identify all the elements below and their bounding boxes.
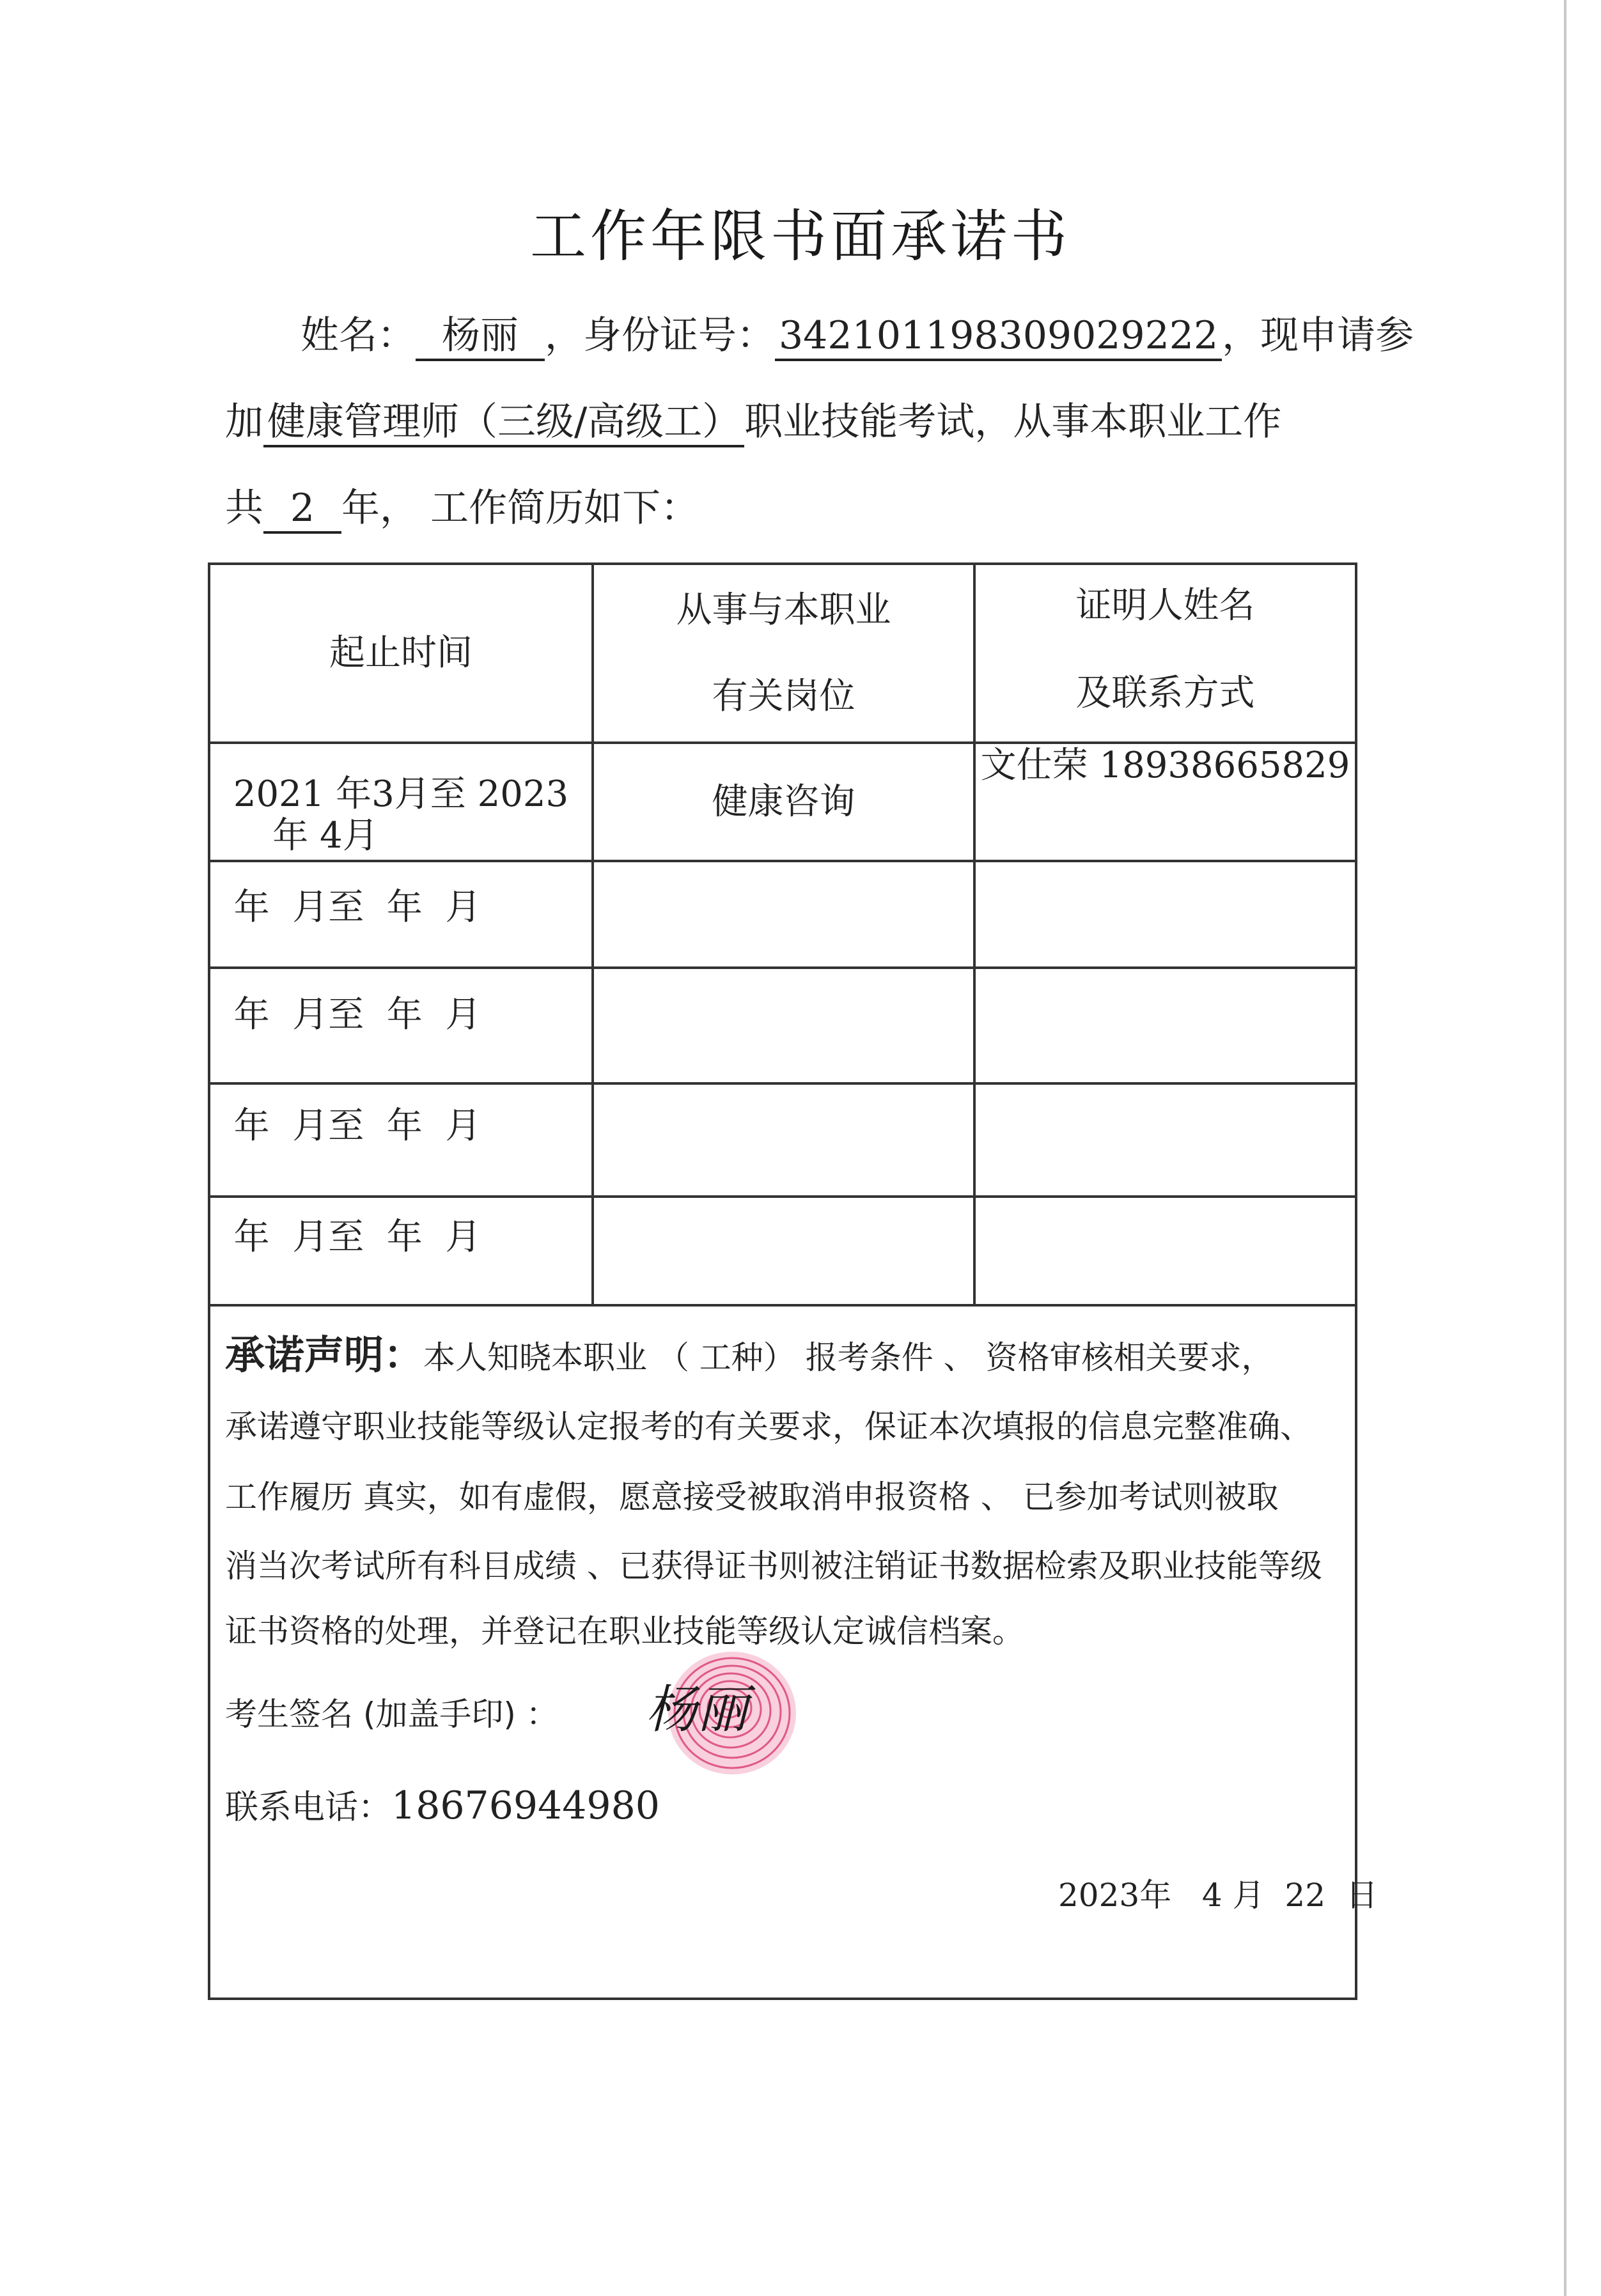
row4-period: 年 月至 年 月 bbox=[233, 1105, 481, 1147]
header-period: 起止时间 bbox=[329, 632, 472, 674]
phone-label: 联系电话： bbox=[225, 1788, 392, 1827]
table-rule bbox=[208, 1082, 1357, 1085]
table-rule bbox=[208, 1195, 1357, 1198]
intro-line-2 bbox=[225, 396, 1281, 447]
header-position-line1: 从事与本职业 bbox=[676, 589, 891, 631]
apply-prefix: 加 bbox=[225, 399, 263, 444]
declaration-line-3: 工作履历 真实，如有虚假，愿意接受被取消申报资格 、 已参加考试则被取 bbox=[225, 1478, 1279, 1516]
signature-label: 考生签名 (加盖手印) ： bbox=[225, 1696, 558, 1733]
table-border-right bbox=[1355, 562, 1357, 2000]
declaration-line-2: 承诺遵守职业技能等级认定报考的有关要求，保证本次填报的信息完整准确、 bbox=[225, 1408, 1312, 1445]
declaration-line-4: 消当次考试所有科目成绩 、已获得证书则被注销证书数据检索及职业技能等级 bbox=[225, 1547, 1322, 1585]
declaration-line-5: 证书资格的处理，并登记在职业技能等级认定诚信档案。 bbox=[225, 1613, 1024, 1650]
row2-period: 年 月至 年 月 bbox=[233, 887, 481, 928]
intro-after-id: ，现申请参 bbox=[1222, 313, 1414, 358]
row1-position: 健康咨询 bbox=[712, 781, 855, 823]
header-witness-line1: 证明人姓名 bbox=[1075, 585, 1255, 626]
table-rule bbox=[208, 1304, 1357, 1307]
declaration-text-1: 本人知晓本职业 （ 工种） 报考条件 、 资格审核相关要求， bbox=[423, 1339, 1274, 1376]
id-label: ，身份证号： bbox=[545, 313, 775, 358]
phone-number: 18676944980 bbox=[391, 1783, 660, 1828]
row5-period: 年 月至 年 月 bbox=[233, 1216, 481, 1258]
handwritten-signature bbox=[639, 1675, 806, 1745]
declaration-date: 2023年 4 月 22 日 bbox=[1058, 1877, 1378, 1914]
header-witness-line2: 及联系方式 bbox=[1075, 672, 1255, 714]
name-field: 杨丽 bbox=[416, 313, 545, 361]
years-prefix: 共 bbox=[225, 486, 263, 531]
table-border-bottom bbox=[208, 1997, 1357, 2000]
intro-line-1 bbox=[301, 310, 1414, 361]
declaration-heading: 承诺声明： bbox=[225, 1331, 424, 1378]
signature-text: 杨丽 bbox=[646, 1680, 748, 1739]
table-border-top bbox=[208, 562, 1357, 565]
declaration-line-1 bbox=[225, 1330, 1273, 1383]
header-position-line2: 有关岗位 bbox=[712, 676, 855, 717]
name-label: 姓名： bbox=[301, 313, 416, 358]
id-number-field: 342101198309029222 bbox=[775, 313, 1222, 361]
table-rule bbox=[208, 860, 1357, 862]
row3-period: 年 月至 年 月 bbox=[233, 994, 481, 1036]
years-suffix: 年， 工作简历如下： bbox=[341, 486, 699, 531]
intro-line-3 bbox=[225, 483, 699, 534]
after-occupation: 职业技能考试，从事本职业工作 bbox=[744, 399, 1282, 444]
row1-witness: 文仕荣 18938665829 bbox=[980, 745, 1350, 786]
years-field: 2 bbox=[263, 485, 341, 534]
document-title: 工作年限书面承诺书 bbox=[529, 203, 1071, 269]
row1-period-line2: 年 4月 bbox=[272, 815, 379, 857]
page-edge bbox=[1564, 0, 1566, 2296]
row1-period-line1: 2021 年3月至 2023 bbox=[233, 773, 569, 815]
phone-line bbox=[225, 1780, 660, 1833]
occupation-field: 健康管理师（三级/高级工） bbox=[263, 399, 744, 447]
table-rule bbox=[208, 966, 1357, 969]
